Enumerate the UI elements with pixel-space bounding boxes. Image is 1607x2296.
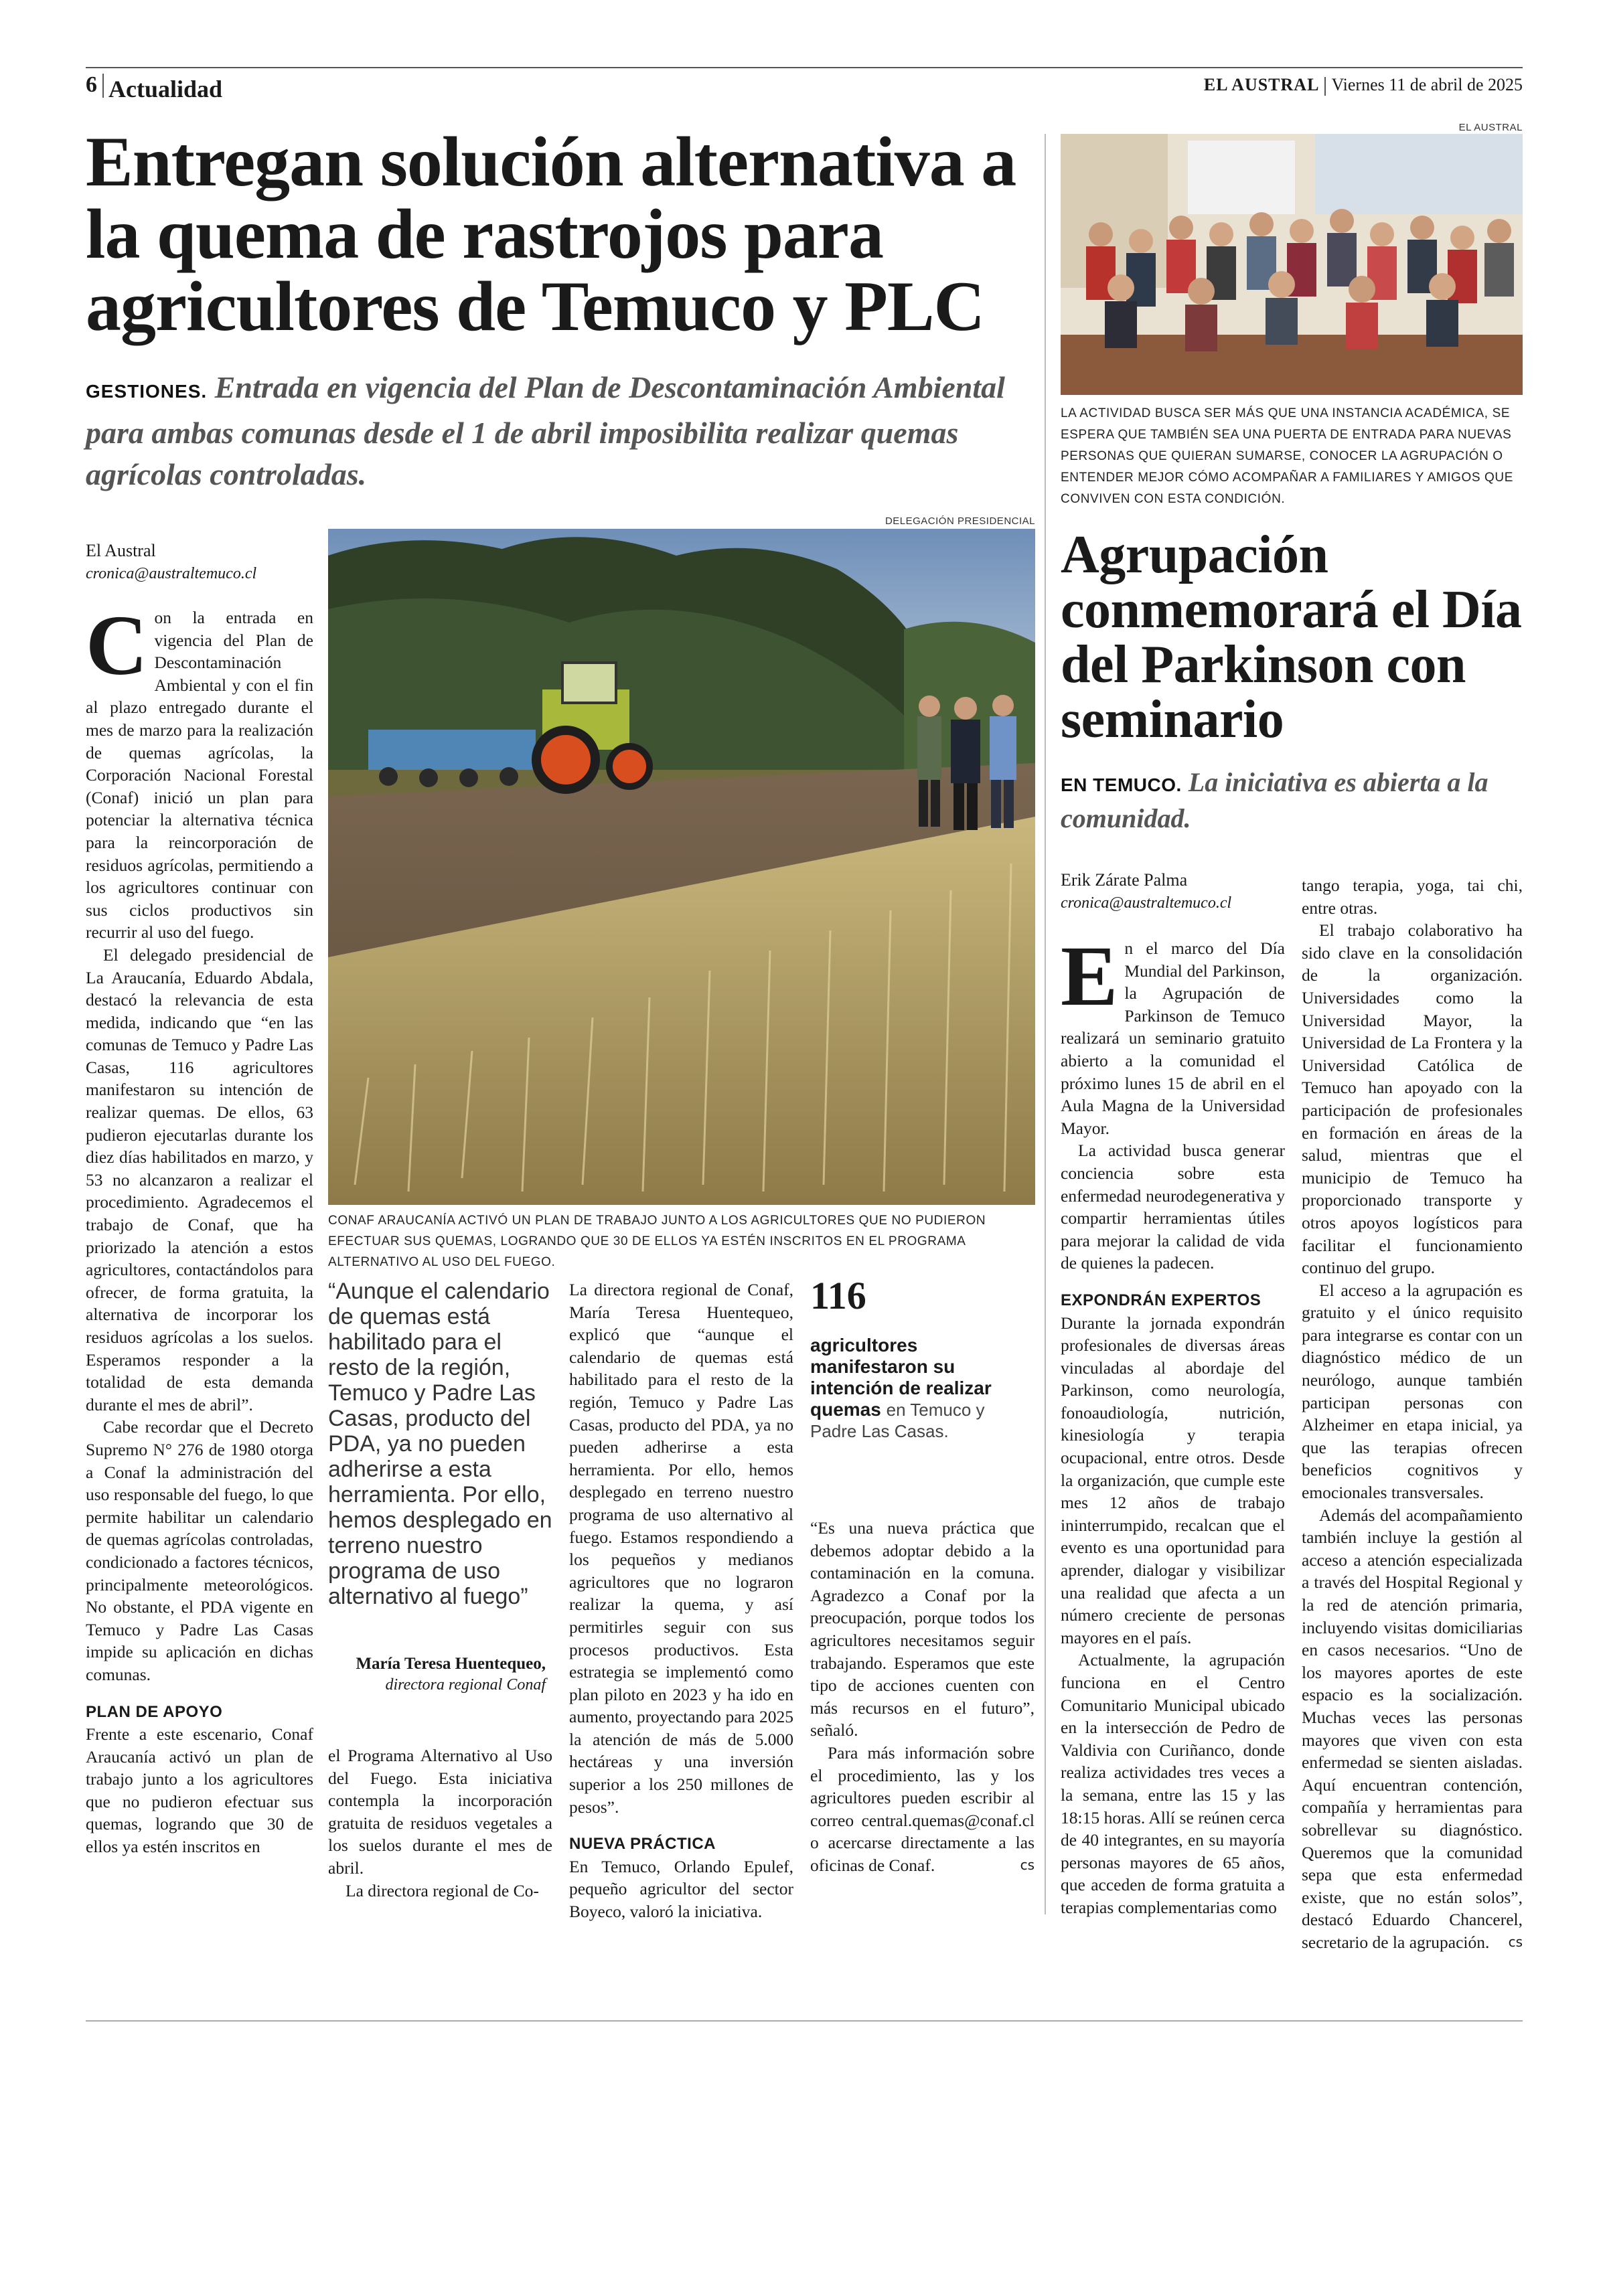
second-paragraph-7: El acceso a la agrupación es gratuito y el único requisito para integrarse es contar con un diagnóstico médico de un neurólogo, aunque también participan personas con Alzheimer en etapa inicial, ya que las terapias ofrecen beneficios cognitivos y emocionales transversales.	[1302, 1280, 1523, 1503]
column-divider	[1045, 134, 1046, 1914]
main-paragraph-6: La directora regional de Conaf, María Teresa Huentequeo, explicó que “aunque el calendario de quemas está habilitado para el resto de la región, Temuco y Padre Las Casas, producto del PDA, ya no pueden adherirse a esta herramienta. Por ello, hemos desplegado en terreno nuestro programa de uso alternativo al fuego. Estamos respondiendo a los pequeños y medianos agricultores que no lograron realizar la quema, y así permitirles seguir con sus procesos productivos. Esta estrategia se implementó como plan piloto en 2023 y ha ido en aumento, proyectando para 2025 la atención de más de 5.000 hectáreas y una inversión superior a los 250 millones de pesos”.	[569, 1280, 793, 1817]
main-kicker: GESTIONES.	[86, 381, 208, 402]
second-headline: Agrupación conmemorará el Día del Parkinson con seminario	[1061, 525, 1522, 749]
main-subhead-plan: PLAN DE APOYO	[86, 1702, 223, 1721]
second-photo-illustration	[1061, 134, 1523, 395]
pull-quote-author: María Teresa Huentequeo,	[356, 1655, 546, 1673]
main-paragraph-2: El delegado presidencial de La Araucanía, Eduardo Abdala, destacó la relevancia de esta medida, indicando que “en las comunas de Temuco y Padre Las Casas, 116 agricultores manifestaron su intención de realizar quemas. De ellos, 63 pudieron ejecutarlas durante los diez días habilitados en marzo, y 53 no alcanzaron a realizar el procedimiento. Agradecemos el trabajo de Conaf, que ha priorizado la atención a estos agricultores, contactándolos para ofrecer, de forma gratuita, la alternativa de incorporar los residuos agrícolas a los suelos. Esperamos responder a la totalidad de esta demanda durante el mes de abril”.	[86, 945, 313, 1414]
main-paragraph-1-text: on la entrada en vigencia del Plan de Descontaminación Ambiental y con el fin al plazo entregado durante el mes de marzo para la realización de quemas agrícolas, la Corporación Nacional Forestal (Conaf) inició un plan para potenciar la alternativa técnica para la reincorporación de residuos agrícolas, permitiendo a los agricultores continuar con sus ciclos productivos sin recurrir al uso del fuego.	[86, 608, 313, 942]
second-photo-caption: LA ACTIVIDAD BUSCA SER MÁS QUE UNA INSTANCIA ACADÉMICA, SE ESPERA QUE TAMBIÉN SEA UNA PUERTA DE ENTRADA PARA NUEVAS PERSONAS QUE QUIERAN SUMARSE, CONOCER LA AGRUPACIÓN O ENTENDER MEJOR CÓMO ACOMPAÑAR A FAMILIARES Y AMIGOS QUE CONVIVEN CON ESTA CONDICIÓN.	[1061, 406, 1513, 506]
second-paragraph-1-text: n el marco del Día Mundial del Parkinson, la Agrupación de Parkinson de Temuco realizará un seminario gratuito abierto a la comunidad el próximo lunes 15 de abril en el Aula Magna de la Universidad Mayor.	[1061, 938, 1285, 1138]
stat-text-tail: en Temuco y Padre Las Casas.	[810, 1400, 985, 1441]
section-name: Actualidad	[108, 76, 223, 102]
footer-rule	[86, 2020, 1523, 2022]
second-paragraph-8-text: Además del acompañamiento también incluye la gestión al acceso a atención especializada a través del Hospital Regional y la red de atención primaria, incluyendo visitas domiciliarias en casos necesarios. “Uno de los mayores aportes de este espacio es la socialización. Muchas veces las personas mayores que viven con esta enfermedad se sienten aisladas. Aquí encuentran contención, compañía y herramientas para sobrellevar su diagnóstico. Queremos que la comunidad sepa que esta enfermedad existe, que no están solos”, destacó Eduardo Chancerel, secretario de la agrupación.	[1302, 1505, 1523, 1952]
second-subhead-experts: EXPONDRÁN EXPERTOS	[1061, 1291, 1261, 1309]
second-photo-credit: EL AUSTRAL	[1458, 122, 1523, 133]
main-photo-caption: CONAF ARAUCANÍA ACTIVÓ UN PLAN DE TRABAJO JUNTO A LOS AGRICULTORES QUE NO PUDIERON EFECTUAR SUS QUEMAS, LOGRANDO QUE 30 DE ELLOS YA ESTÉN INSCRITOS EN EL PROGRAMA ALTERNATIVO AL USO DEL FUEGO.	[328, 1214, 986, 1269]
pull-quote-role: directora regional Conaf	[385, 1676, 546, 1694]
stat-text	[810, 1335, 1035, 1442]
second-deck	[1061, 766, 1523, 835]
main-paragraph-7: En Temuco, Orlando Epulef, pequeño agricultor del sector Boyeco, valoró la iniciativa.	[569, 1856, 793, 1922]
main-column-2	[328, 1744, 552, 1902]
second-paragraph-3: Durante la jornada expondrán profesionales de diversas áreas vinculadas al abordaje del Parkinson, como neurología, fonoaudiología, nutrición, kinesiología y terapia ocupacional, entre otros. Desde la organización, que cumple este mes 12 años de trabajo ininterrumpido, recalcan que el evento es una oportunidad para aprender, dialogar y visibilizar una realidad que afecta a un número creciente de personas mayores en el país.	[1061, 1313, 1285, 1647]
second-end-mark: cs	[1508, 1933, 1523, 1950]
main-headline: Entregan solución alternativa a la quema de rastrojos para agricultores de Temuco y PLC	[86, 122, 1016, 345]
second-kicker: EN TEMUCO.	[1061, 774, 1182, 795]
main-paragraph-4: Frente a este escenario, Conaf Araucanía activó un plan de trabajo junto a los agricultores que no pudieron efectuar sus quemas, logrando que 30 de ellos ya estén inscritos en	[86, 1724, 313, 1857]
main-paragraph-1	[86, 598, 313, 944]
header-separator	[102, 74, 104, 98]
issue-date: Viernes 11 de abril de 2025	[1331, 75, 1523, 94]
main-deck	[86, 367, 1037, 495]
second-paragraph-5: tango terapia, yoga, tai chi, entre otras.	[1302, 876, 1523, 918]
main-column-1	[86, 598, 313, 1858]
main-drop-cap: C	[86, 598, 148, 693]
second-paragraph-2: La actividad busca generar conciencia sobre esta enfermedad neurodegenerativa y compartir herramientas útiles para mejorar la calidad de vida de quienes la padecen.	[1061, 1141, 1285, 1273]
main-paragraph-9	[810, 1742, 1035, 1877]
second-drop-cap: E	[1061, 928, 1118, 1023]
main-byline: El Austral	[86, 541, 156, 560]
second-byline: Erik Zárate Palma	[1061, 870, 1188, 890]
second-deck-text: La iniciativa es abierta a la comunidad.	[1061, 767, 1488, 833]
second-paragraph-4: Actualmente, la agrupación funciona en el Centro Comunitario Municipal ubicado en la intersección de Pedro de Valdivia con Curiñanco, donde realiza actividades tres veces a la semana, entre las 15 y las 18:15 horas. Allí se reúnen cerca de 40 integrantes, en su mayoría personas mayores de 65 años, que acceden de forma gratuita a terapias complementarias como	[1061, 1650, 1285, 1917]
header-rule	[86, 67, 1523, 68]
main-subhead-practice: NUEVA PRÁCTICA	[569, 1835, 716, 1854]
second-column-2	[1302, 874, 1523, 1954]
main-deck-text: Entrada en vigencia del Plan de Descontaminación Ambiental para ambas comunas desde el 1 de abril imposibilita realizar quemas agrícolas controladas.	[86, 370, 1005, 491]
main-paragraph-6-start: La directora regional de Co-	[346, 1880, 539, 1900]
main-byline-email: cronica@australtemuco.cl	[86, 565, 257, 582]
main-photo	[328, 529, 1035, 1205]
page-number: 6	[86, 72, 97, 97]
masthead	[1204, 75, 1523, 96]
main-paragraph-9-text: Para más información sobre el procedimiento, las y los agricultores pueden escribir al correo central.quemas@conaf.cl o acercarse directamente a las oficinas de Conaf.	[810, 1742, 1035, 1875]
main-paragraph-8: “Es una nueva práctica que debemos adoptar debido a la contaminación en la comuna. Agradezco a Conaf por la preocupación, porque todos los agricultores necesitamos seguir trabajando. Esperamos que este tipo de acciones cuenten con más recursos en el futuro”, señaló.	[810, 1518, 1035, 1740]
main-paragraph-3: Cabe recordar que el Decreto Supremo N° 276 de 1980 otorga a Conaf la administración del uso responsable del fuego, lo que permite habilitar un calendario de quemas agrícolas controladas, condicionado a factores técnicos, principalmente meteorológicos. No obstante, el PDA vigente en Temuco y Padre Las Casas impide su aplicación en dichas comunas.	[86, 1417, 313, 1684]
stat-number: 116	[810, 1274, 866, 1317]
second-paragraph-6: El trabajo colaborativo ha sido clave en la consolidación de la organización. Universidades como la Universidad Mayor, la Universidad de La Frontera y la Universidad Católica de Temuco han apoyado con la participación de profesionales en formación en áreas de la salud, mientras que el municipio de Temuco ha proporcionado transporte y otros apoyos logísticos para facilitar el funcionamiento continuo del grupo.	[1302, 920, 1523, 1278]
main-end-mark: cs	[1020, 1856, 1035, 1873]
stat-text-bold: agricultores manifestaron su intención de realizar quemas	[810, 1335, 992, 1420]
main-paragraph-5: el Programa Alternativo al Uso del Fuego. Esta iniciativa contempla la incorporación gratuita de residuos vegetales a los suelos durante el mes de abril.	[328, 1746, 552, 1878]
second-paragraph-8	[1302, 1504, 1523, 1954]
main-photo-credit: DELEGACIÓN PRESIDENCIAL	[885, 515, 1035, 527]
main-column-3	[569, 1279, 793, 1923]
second-byline-email: cronica@australtemuco.cl	[1061, 894, 1232, 912]
second-photo	[1061, 134, 1523, 395]
pull-quote: “Aunque el calendario de quemas está habilitado para el resto de la región, Temuco y Padre Las Casas, producto del PDA, ya no pueden adherirse a esta herramienta. Por ello, hemos desplegado en terreno nuestro programa de uso alternativo al fuego”	[328, 1279, 552, 1609]
masthead-separator	[1324, 77, 1326, 96]
newspaper-name: EL AUSTRAL	[1203, 75, 1320, 94]
main-column-4	[810, 1517, 1035, 1877]
second-paragraph-1	[1061, 928, 1285, 1139]
main-photo-illustration	[328, 529, 1035, 1205]
second-column-1	[1061, 928, 1285, 1919]
